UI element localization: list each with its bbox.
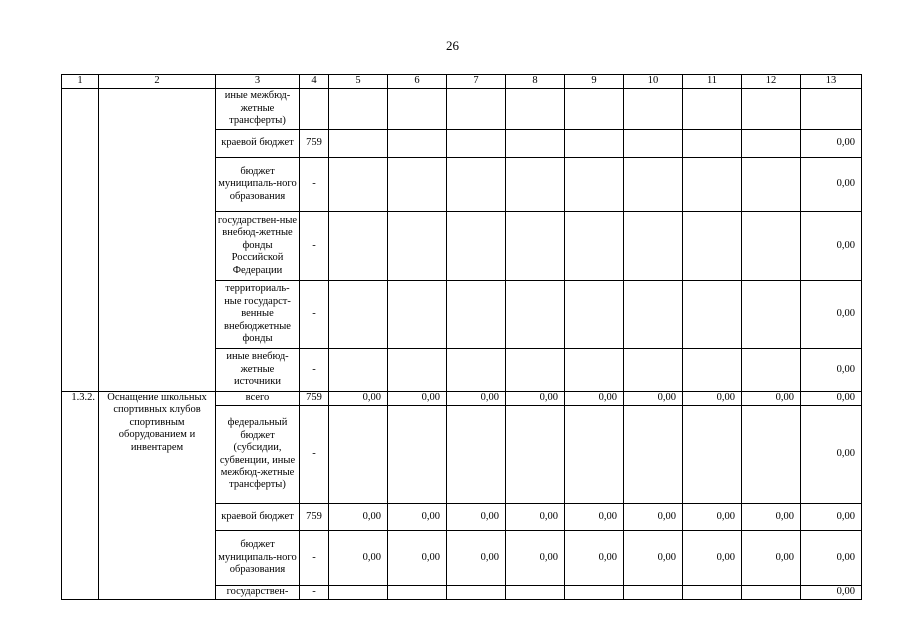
- header-cell: 2: [99, 75, 216, 89]
- code-cell: [300, 89, 329, 130]
- value-cell: [624, 89, 683, 130]
- value-cell: [388, 406, 447, 504]
- value-cell: [329, 349, 388, 392]
- header-cell: 12: [742, 75, 801, 89]
- value-cell: [683, 281, 742, 349]
- funding-source-cell: государствен-: [216, 586, 300, 600]
- code-cell: -: [300, 349, 329, 392]
- header-cell: 3: [216, 75, 300, 89]
- value-cell: 0,00: [565, 531, 624, 586]
- code-cell: -: [300, 586, 329, 600]
- value-cell: [447, 349, 506, 392]
- value-cell: [447, 130, 506, 158]
- total-cell: 0,00: [801, 504, 862, 531]
- value-cell: [329, 406, 388, 504]
- value-cell: 0,00: [742, 531, 801, 586]
- value-cell: [329, 212, 388, 281]
- code-cell: 759: [300, 392, 329, 406]
- index-cell: [62, 89, 99, 392]
- value-cell: 0,00: [683, 392, 742, 406]
- header-cell: 9: [565, 75, 624, 89]
- value-cell: [565, 349, 624, 392]
- value-cell: [742, 349, 801, 392]
- funding-source-cell: всего: [216, 392, 300, 406]
- value-cell: [683, 158, 742, 212]
- value-cell: [506, 89, 565, 130]
- value-cell: [565, 586, 624, 600]
- value-cell: [506, 406, 565, 504]
- value-cell: [388, 130, 447, 158]
- total-cell: 0,00: [801, 349, 862, 392]
- value-cell: [506, 130, 565, 158]
- value-cell: [624, 130, 683, 158]
- value-cell: [388, 212, 447, 281]
- value-cell: [329, 281, 388, 349]
- event-name-cell: [99, 89, 216, 392]
- header-cell: 6: [388, 75, 447, 89]
- value-cell: [506, 281, 565, 349]
- total-cell: 0,00: [801, 158, 862, 212]
- funding-source-cell: территориаль-ные государст-венные внебюджетные фонды: [216, 281, 300, 349]
- value-cell: [683, 406, 742, 504]
- total-cell: 0,00: [801, 406, 862, 504]
- value-cell: 0,00: [447, 531, 506, 586]
- value-cell: [624, 158, 683, 212]
- total-cell: [801, 89, 862, 130]
- funding-source-cell: краевой бюджет: [216, 130, 300, 158]
- value-cell: [683, 89, 742, 130]
- total-cell: 0,00: [801, 281, 862, 349]
- funding-source-cell: бюджет муниципаль-ного образования: [216, 531, 300, 586]
- event-name-cell: Оснащение школьных спортивных клубов спортивным оборудованием и инвентарем: [99, 392, 216, 600]
- total-cell: 0,00: [801, 212, 862, 281]
- value-cell: [683, 586, 742, 600]
- value-cell: [742, 406, 801, 504]
- header-cell: 4: [300, 75, 329, 89]
- value-cell: [624, 586, 683, 600]
- value-cell: [565, 158, 624, 212]
- value-cell: 0,00: [624, 504, 683, 531]
- value-cell: 0,00: [447, 504, 506, 531]
- header-cell: 11: [683, 75, 742, 89]
- value-cell: [329, 89, 388, 130]
- value-cell: [624, 406, 683, 504]
- value-cell: [506, 586, 565, 600]
- value-cell: [447, 281, 506, 349]
- value-cell: 0,00: [624, 392, 683, 406]
- page-number: 26: [446, 38, 459, 53]
- table-row: [62, 392, 862, 406]
- value-cell: 0,00: [683, 504, 742, 531]
- funding-source-cell: краевой бюджет: [216, 504, 300, 531]
- value-cell: [624, 281, 683, 349]
- value-cell: [447, 406, 506, 504]
- value-cell: [742, 130, 801, 158]
- value-cell: [683, 212, 742, 281]
- code-cell: -: [300, 158, 329, 212]
- value-cell: 0,00: [624, 531, 683, 586]
- header-cell: 10: [624, 75, 683, 89]
- value-cell: [624, 349, 683, 392]
- funding-source-cell: государствен-ные внебюд-жетные фонды Российской Федерации: [216, 212, 300, 281]
- value-cell: 0,00: [565, 504, 624, 531]
- value-cell: [447, 586, 506, 600]
- header-cell: 1: [62, 75, 99, 89]
- funding-source-cell: иные межбюд-жетные трансферты): [216, 89, 300, 130]
- header-cell: 5: [329, 75, 388, 89]
- total-cell: 0,00: [801, 586, 862, 600]
- funding-source-cell: федеральный бюджет (субсидии, субвенции, иные межбюд-жетные трансферты): [216, 406, 300, 504]
- value-cell: [565, 130, 624, 158]
- value-cell: 0,00: [447, 392, 506, 406]
- value-cell: 0,00: [329, 392, 388, 406]
- value-cell: [742, 586, 801, 600]
- value-cell: [565, 406, 624, 504]
- value-cell: [447, 212, 506, 281]
- code-cell: -: [300, 406, 329, 504]
- value-cell: [447, 89, 506, 130]
- value-cell: [506, 158, 565, 212]
- value-cell: [388, 349, 447, 392]
- value-cell: [565, 212, 624, 281]
- value-cell: [388, 158, 447, 212]
- header-cell: 13: [801, 75, 862, 89]
- code-cell: -: [300, 281, 329, 349]
- value-cell: [447, 158, 506, 212]
- total-cell: 0,00: [801, 392, 862, 406]
- value-cell: 0,00: [742, 392, 801, 406]
- value-cell: 0,00: [742, 504, 801, 531]
- value-cell: [683, 130, 742, 158]
- header-cell: 8: [506, 75, 565, 89]
- value-cell: 0,00: [329, 531, 388, 586]
- value-cell: [742, 158, 801, 212]
- table-row: [62, 89, 862, 130]
- code-cell: -: [300, 531, 329, 586]
- value-cell: 0,00: [329, 504, 388, 531]
- value-cell: 0,00: [506, 531, 565, 586]
- value-cell: [506, 212, 565, 281]
- value-cell: 0,00: [388, 504, 447, 531]
- value-cell: [506, 349, 565, 392]
- value-cell: [329, 158, 388, 212]
- funding-source-cell: бюджет муниципаль-ного образования: [216, 158, 300, 212]
- value-cell: [329, 130, 388, 158]
- value-cell: 0,00: [506, 504, 565, 531]
- value-cell: [388, 89, 447, 130]
- value-cell: [624, 212, 683, 281]
- value-cell: [329, 586, 388, 600]
- code-cell: 759: [300, 504, 329, 531]
- header-row: [62, 75, 862, 89]
- code-cell: 759: [300, 130, 329, 158]
- value-cell: [388, 281, 447, 349]
- funding-source-cell: иные внебюд-жетные источники: [216, 349, 300, 392]
- value-cell: [742, 89, 801, 130]
- value-cell: 0,00: [683, 531, 742, 586]
- value-cell: [742, 281, 801, 349]
- value-cell: 0,00: [388, 531, 447, 586]
- index-cell: 1.3.2.: [62, 392, 99, 600]
- value-cell: [565, 281, 624, 349]
- value-cell: 0,00: [565, 392, 624, 406]
- value-cell: 0,00: [388, 392, 447, 406]
- header-cell: 7: [447, 75, 506, 89]
- value-cell: [742, 212, 801, 281]
- budget-table: [61, 74, 862, 600]
- total-cell: 0,00: [801, 531, 862, 586]
- total-cell: 0,00: [801, 130, 862, 158]
- value-cell: [683, 349, 742, 392]
- value-cell: [565, 89, 624, 130]
- code-cell: -: [300, 212, 329, 281]
- value-cell: 0,00: [506, 392, 565, 406]
- value-cell: [388, 586, 447, 600]
